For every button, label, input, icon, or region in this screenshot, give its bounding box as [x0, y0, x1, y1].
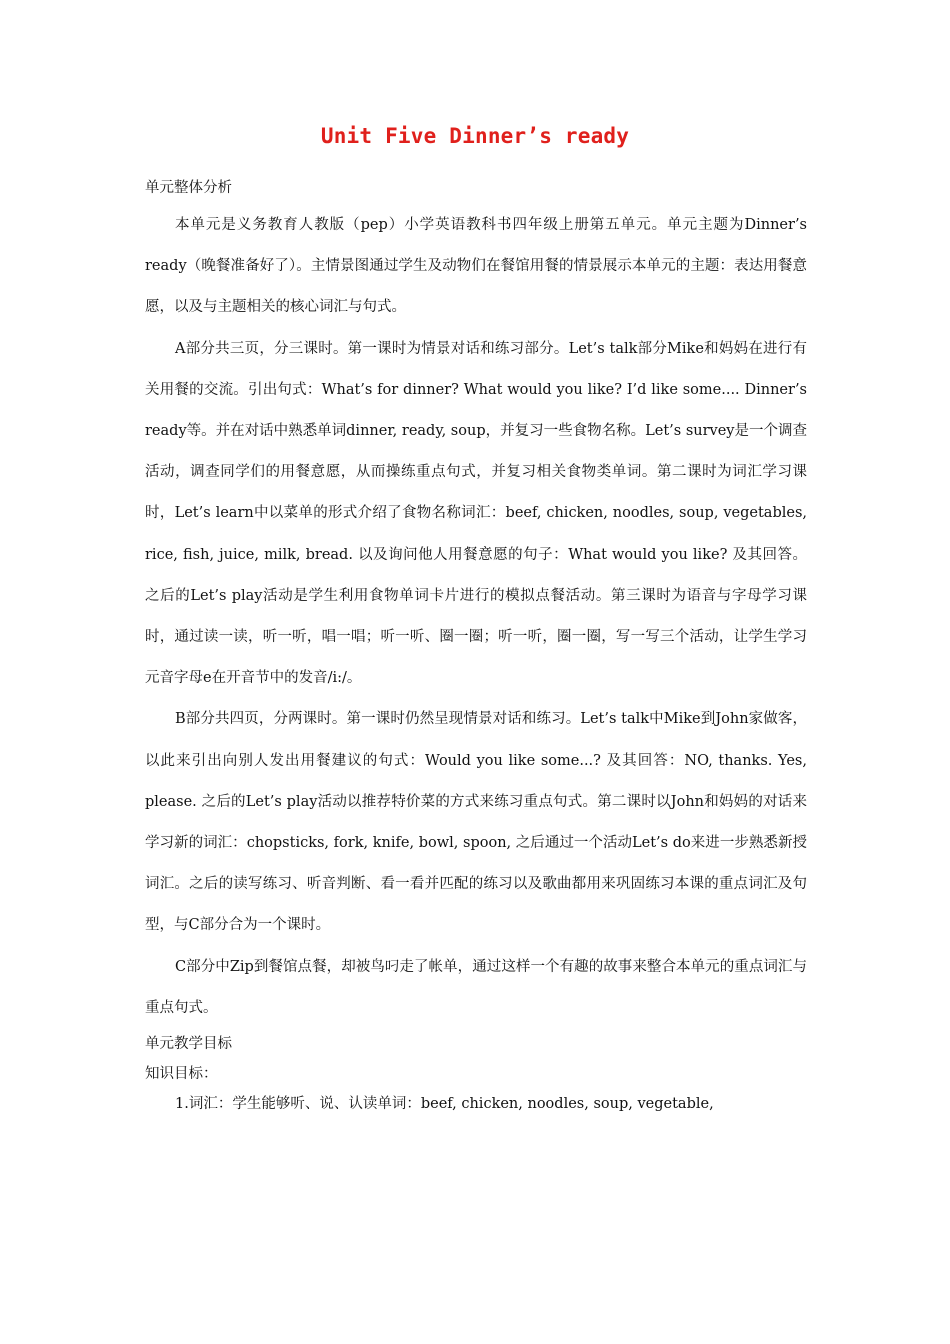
document-body: [145, 173, 807, 1119]
paragraph-intro: 本单元是义务教育人教版（pep）小学英语教科书四年级上册第五单元。单元主题为Dinner’s ready（晚餐准备好了）。主情景图通过学生及动物们在餐馆用餐的情景展示本单元的主题：表达用餐意愿，以及与主题相关的核心词汇与句式。: [145, 217, 807, 316]
paragraph-part-c: C部分中Zip到餐馆点餐，却被鸟叼走了帐单，通过这样一个有趣的故事来整合本单元的重点词汇与重点句式。: [145, 958, 807, 1016]
subsection-heading-knowledge: 知识目标：: [145, 1066, 218, 1083]
paragraph-part-a: A部分共三页，分三课时。第一课时为情景对话和练习部分。Let’s talk部分Mike和妈妈在进行有关用餐的交流。引出句式：What’s for dinner? What would you like? I’d like some.... Dinner’s ready等。并在对话中熟悉单词dinner, ready, soup，并复习一些食物名称。Let’s survey是一个调查活动，调查同学们的用餐意愿，从而操练重点句式，并复习相关食物类单词。第二课时为词汇学习课时，Let’s learn中以菜单的形式介绍了食物名称词汇：beef, chicken, noodles, soup, vegetables, rice, fish, juice, milk, bread. 以及询问他人用餐意愿的句子：What would you like? 及其回答。之后的Let’s play活动是学生利用食物单词卡片进行的模拟点餐活动。第三课时为语音与字母学习课时，通过读一读，听一听，唱一唱；听一听、圈一圈；听一听，圈一圈，写一写三个活动，让学生学习元音字母e在开音节中的发音/i:/。: [145, 340, 807, 687]
section-heading-analysis: 单元整体分析: [145, 180, 232, 196]
section-heading-goals: 单元教学目标: [145, 1036, 232, 1053]
paragraph-part-b: B部分共四页，分两课时。第一课时仍然呈现情景对话和练习。Let’s talk中Mike到John家做客，以此来引出向别人发出用餐建议的句式：Would you like some...? 及其回答：NO, thanks. Yes, please. 之后的Let’s play活动以推荐特价菜的方式来练习重点句式。第二课时以John和妈妈的对话来学习新的词汇：chopsticks, fork, knife, bowl, spoon, 之后通过一个活动Let’s do来进一步熟悉新授词汇。之后的读写练习、听音判断、看一看并匹配的练习以及歌曲都用来巩固练习本课的重点词汇及句型，与C部分合为一个课时。: [145, 711, 807, 934]
list-item-vocabulary: 1.词汇：学生能够听、说、认读单词：beef, chicken, noodles, soup, vegetable,: [175, 1096, 714, 1113]
document-title: Unit Five Dinner’s ready: [320, 124, 630, 148]
